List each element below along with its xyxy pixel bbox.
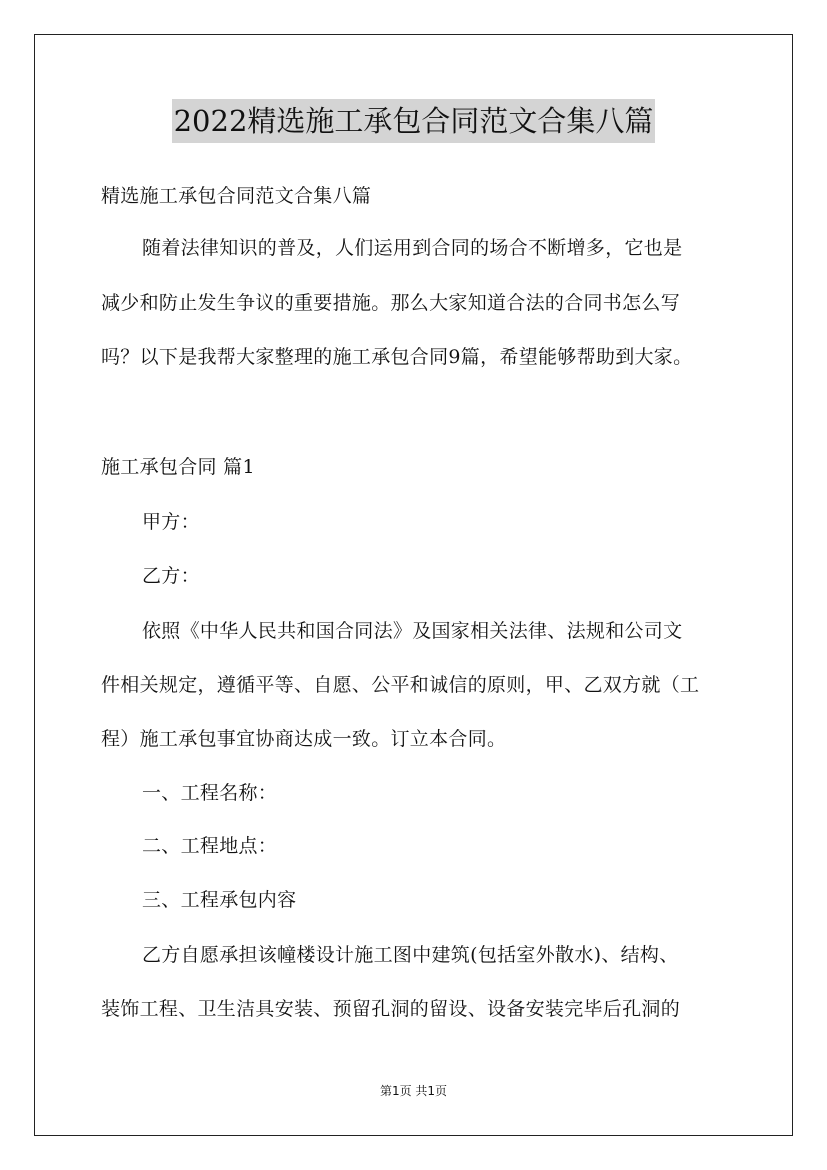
clause-project-name: 一、工程名称： [142,782,278,804]
party-a-label: 甲方： [142,511,200,533]
basis-line-3: 程）施工承包事宜协商达成一致。订立本合同。 [101,728,507,750]
page-number: 第1页 共1页 [379,1084,448,1098]
section-heading: 施工承包合同 篇1 [101,456,255,478]
intro-line-2: 减少和防止发生争议的重要措施。那么大家知道合法的合同书怎么写 [101,292,681,314]
content-line-1: 乙方自愿承担该幢楼设计施工图中建筑(包括室外散水)、结构、 [142,944,679,966]
content-line-2: 装饰工程、卫生洁具安装、预留孔洞的留设、设备安装完毕后孔洞的 [101,998,681,1020]
basis-line-2: 件相关规定，遵循平等、自愿、公平和诚信的原则，甲、乙双方就（工 [101,674,700,696]
document-subtitle: 精选施工承包合同范文合集八篇 [101,185,372,207]
intro-line-3: 吗？以下是我帮大家整理的施工承包合同9篇，希望能够帮助到大家。 [101,346,693,368]
basis-line-1: 依照《中华人民共和国合同法》及国家相关法律、法规和公司文 [142,620,683,642]
title-container [0,99,827,143]
party-b-label: 乙方： [142,565,200,587]
clause-project-location: 二、工程地点： [142,835,278,857]
clause-project-scope: 三、工程承包内容 [142,889,297,911]
intro-line-1: 随着法律知识的普及，人们运用到合同的场合不断增多，它也是 [142,237,683,259]
document-title: 2022精选施工承包合同范文合集八篇 [172,99,656,143]
